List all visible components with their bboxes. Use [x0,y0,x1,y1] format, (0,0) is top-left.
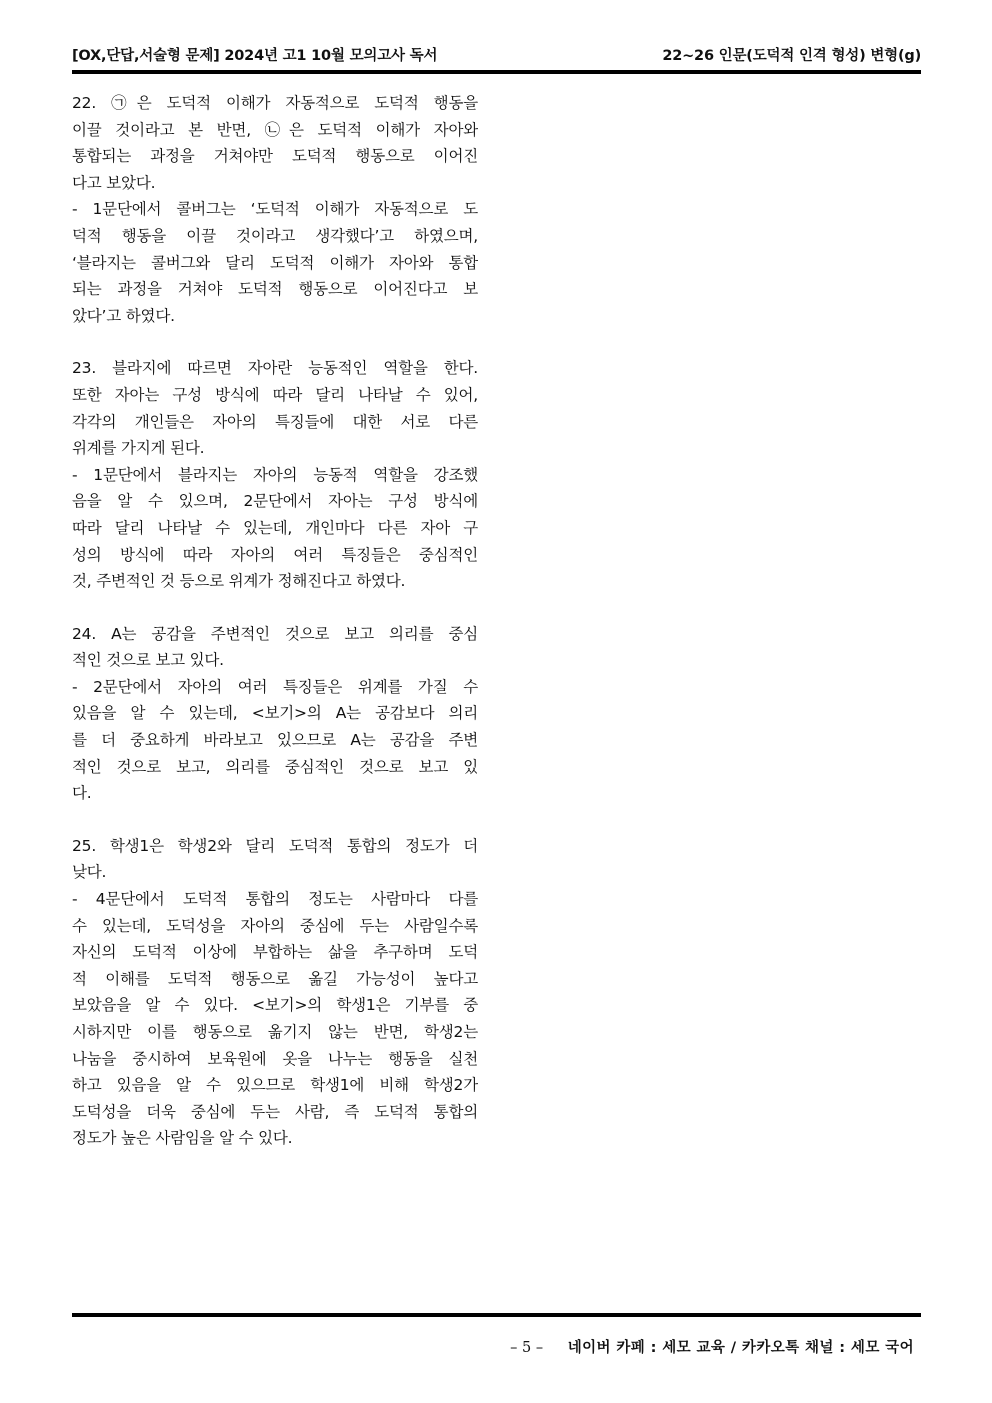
answer-line: 다. [72,784,92,803]
header-title: [OX,단답,서술형 문제] 2024년 고1 10월 모의고사 독서 [72,48,438,64]
answer-line: 시하지만 이를 행동으로 옮기지 않는 반면, 학생2는 [72,1023,478,1041]
answer-line: 25. 학생1은 학생2와 달리 도덕적 통합의 정도가 더 [72,836,478,855]
answer-line: 음을 알 수 있으며, 2문단에서 자아는 구성 방식에 [72,492,478,511]
answer-line: 덕적 행동을 이끌 것이라고 생각했다’고 하였으며, [72,226,478,245]
answer-line: 성의 방식에 따라 자아의 여러 특징들은 중심적인 [72,545,478,564]
answer-line: 또한 자아는 구성 방식에 따라 달리 나타날 수 있어, [72,385,478,404]
answer-line: 나눔을 중시하여 보육원에 옷을 나누는 행동을 실천 [72,1049,478,1068]
page-footer [510,1336,914,1357]
answer-line: 를 더 중요하게 바라보고 있으므로 A는 공감을 주변 [72,731,478,750]
answer-line: 것, 주변적인 것 등으로 위계가 정해진다고 하였다. [72,572,406,591]
answer-line: 정도가 높은 사람임을 알 수 있다. [72,1129,293,1148]
answer-line: 통합되는 과정을 거쳐야만 도덕적 행동으로 이어진 [72,147,478,166]
answer-line: 이끌 것이라고 본 반면, ㉡은 도덕적 이해가 자아와 [72,120,478,139]
answer-line: 있음을 알 수 있는데, <보기>의 A는 공감보다 의리 [72,704,478,723]
footer-credits: 네이버 카페 : 세모 교육 / 카카오톡 채널 : 세모 국어 [567,1340,914,1356]
page-number: – 5 – [510,1340,544,1356]
header-subtitle: 22~26 인문(도덕적 인격 형성) 변형(g) [662,48,921,64]
answer-column [72,90,478,1178]
page-header [72,44,921,68]
answer-line: ‘블라지는 콜버그와 달리 도덕적 이해가 자아와 통합 [72,253,478,272]
answer-line: 다고 보았다. [72,173,156,192]
answer-line: 하고 있음을 알 수 있으므로 학생1에 비해 학생2가 [72,1076,478,1095]
answer-line: 았다’고 하였다. [72,306,175,325]
answer-item [72,833,478,1152]
answer-line: 각각의 개인들은 자아의 특징들에 대한 서로 다른 [72,412,478,431]
answer-line: 따라 달리 나타날 수 있는데, 개인마다 다른 자아 구 [72,518,478,537]
answer-line: 적인 것으로 보고 있다. [72,651,224,670]
answer-line: - 4문단에서 도덕적 통합의 정도는 사람마다 다를 [72,890,478,909]
answer-line: - 1문단에서 콜버그는 ‘도덕적 이해가 자동적으로 도 [72,200,478,219]
answer-item [72,90,478,329]
answer-line: 되는 과정을 거쳐야 도덕적 행동으로 이어진다고 보 [72,280,478,299]
footer-rule [72,1313,921,1317]
answer-line: 도덕성을 더욱 중심에 두는 사람, 즉 도덕적 통합의 [72,1102,478,1121]
answer-line: - 1문단에서 블라지는 자아의 능동적 역할을 강조했 [72,465,478,484]
answer-line: 수 있는데, 도덕성을 자아의 중심에 두는 사람일수록 [72,916,478,935]
answer-item [72,621,478,807]
answer-line: - 2문단에서 자아의 여러 특징들은 위계를 가질 수 [72,677,478,696]
answer-line: 적 이해를 도덕적 행동으로 옮길 가능성이 높다고 [72,969,478,988]
answer-line: 22. ㉠은 도덕적 이해가 자동적으로 도덕적 행동을 [72,94,478,112]
answer-line: 위계를 가지게 된다. [72,439,205,458]
header-rule [72,70,921,74]
answer-line: 23. 블라지에 따르면 자아란 능동적인 역할을 한다. [72,359,478,378]
answer-line: 24. A는 공감을 주변적인 것으로 보고 의리를 중심 [72,624,478,643]
answer-line: 자신의 도덕적 이상에 부합하는 삶을 추구하며 도덕 [72,943,478,962]
answer-line: 낮다. [72,863,107,882]
answer-line: 적인 것으로 보고, 의리를 중심적인 것으로 보고 있 [72,757,478,776]
answer-item [72,355,478,594]
answer-line: 보았음을 알 수 있다. <보기>의 학생1은 기부를 중 [72,996,478,1015]
